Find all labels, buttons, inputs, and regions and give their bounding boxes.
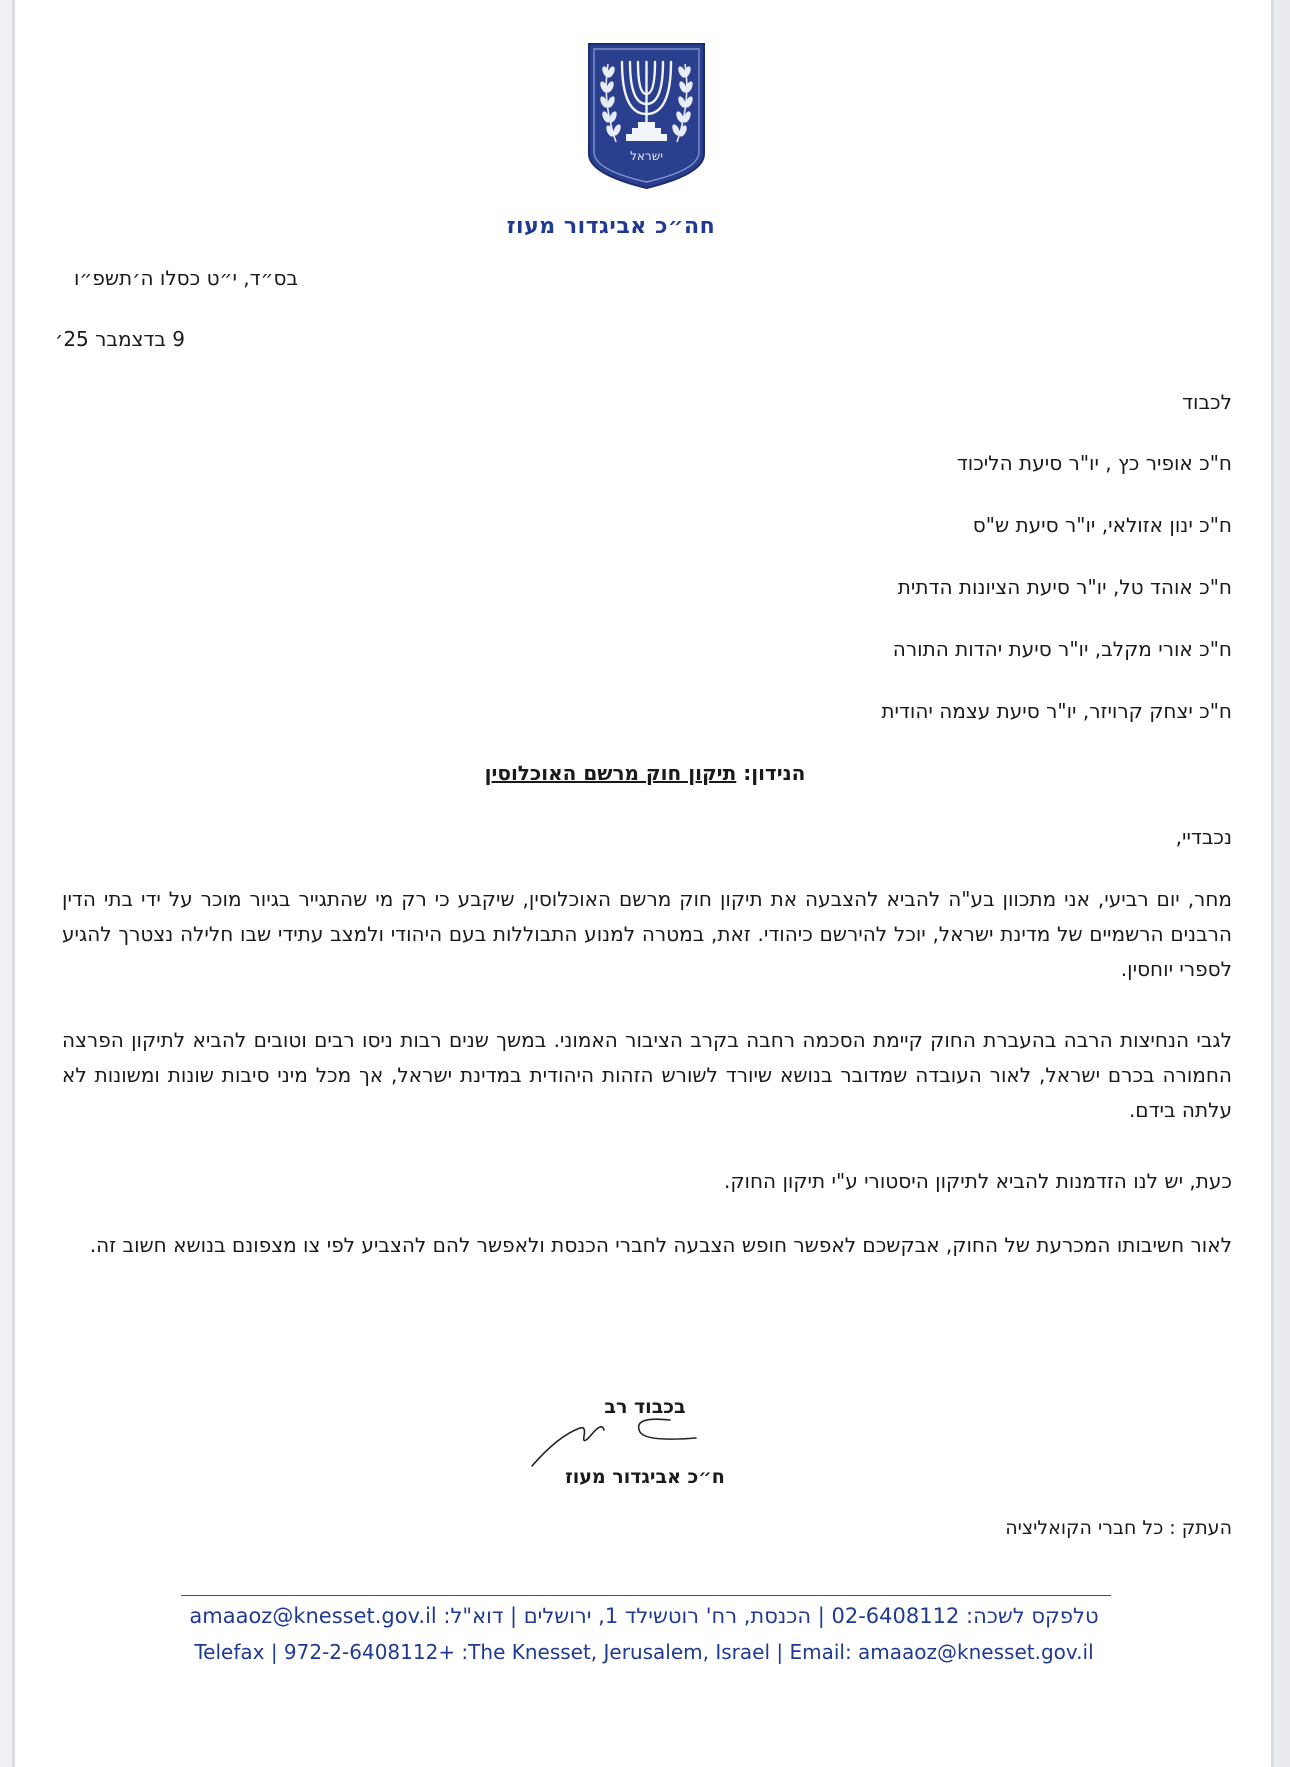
footer-contact-english: Telefax | 972-2-6408112+ :The Knesset, Jerusalem, Israel | Email: amaaoz@knesset.gov.il (194, 1640, 1094, 1664)
body-paragraph: כעת, יש לנו הזדמנות להביא לתיקון היסטורי ע"י תיקון החוק. (723, 1169, 1232, 1193)
recipient-line: ח"כ אוהד טל, יו"ר סיעת הציונות הדתית (897, 575, 1232, 599)
page-shadow-left (12, 0, 15, 1767)
body-paragraph: מחר, יום רביעי, אני מתכוון בע"ה להביא להצבעה את תיקון חוק מרשם האוכלוסין, שיקבע כי רק מי שהתגייר בגיור מוכר על ידי בתי הדין הרבנים הרשמיים של מדינת ישראל, יוכל להירשם כיהודי. זאת, במטרה למנוע התבוללות בעם היהודי ולמצב עתידי שבו חלילה נצטרך להגיע לספרי יוחסין. (62, 887, 1232, 981)
signature-icon (528, 1406, 708, 1470)
sender-title: חה״כ אביגדור מעוז (506, 214, 716, 239)
state-emblem-icon (586, 42, 707, 190)
recipient-line: ח"כ אופיר כץ , יו"ר סיעת הליכוד (956, 451, 1232, 475)
emblem-text: ישראל (630, 149, 663, 163)
footer-divider (181, 1595, 1111, 1596)
signer-name: ח״כ אביגדור מעוז (565, 1466, 725, 1488)
subject-line (480, 761, 810, 785)
page-edge-left (0, 0, 12, 1767)
cc-line: העתק : כל חברי הקואליציה (1005, 1517, 1232, 1539)
closing-regards: בכבוד רב (604, 1396, 686, 1418)
body-paragraph: לגבי הנחיצות הרבה בהעברת החוק קיימת הסכמה רחבה בקרב הציבור האמוני. במשך שנים רבות ניסו רבים וטובים להביא לתיקון הפרצה החמורה בכרם ישראל, לאור העובדה שמדובר בנושא שיורד לשורש הזהות היהודית במדינת ישראל, אך מכל מיני סיבות שונות ומשונות לא עלתה בידם. (62, 1028, 1232, 1122)
recipient-line: ח"כ יצחק קרויזר, יו"ר סיעת עצמה יהודית (881, 699, 1232, 723)
subject-title: תיקון חוק מרשם האוכלוסין (484, 761, 737, 785)
salutation: לכבוד (1182, 390, 1232, 414)
recipient-line: ח"כ אורי מקלב, יו"ר סיעת יהדות התורה (892, 637, 1232, 661)
footer-contact-hebrew: טלפקס לשכה: 02-6408112 | הכנסת, רח' רוטשילד 1, ירושלים | דוא"ל: amaaoz@knesset.gov.il (189, 1604, 1099, 1628)
greeting: נכבדיי, (1175, 825, 1232, 849)
recipient-line: ח"כ ינון אזולאי, יו"ר סיעת ש"ס (972, 513, 1232, 537)
page-edge-right (1274, 0, 1290, 1767)
gregorian-date: 9 בדצמבר 25׳ (55, 327, 185, 351)
hebrew-date: בס״ד, י״ט כסלו ה׳תשפ״ו (73, 266, 298, 290)
page-shadow-right (1271, 0, 1274, 1767)
subject-label: הנידון: (743, 761, 806, 785)
body-paragraph: לאור חשיבותו המכרעת של החוק, אבקשכם לאפשר חופש הצבעה לחברי הכנסת ולאפשר להם להצביע לפי צו מצפונם בנושא חשוב זה. (89, 1233, 1232, 1257)
